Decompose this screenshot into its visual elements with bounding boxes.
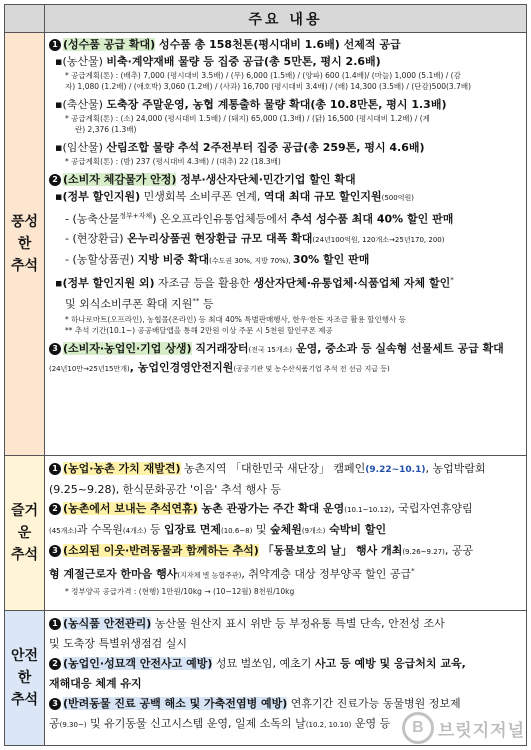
item-sup: * (411, 567, 415, 575)
sub-item-text: 민생회복 소비쿠폰 연계, (140, 190, 264, 203)
item-title: (농업인·성묘객 안전사고 예방) (63, 657, 213, 670)
item-food-safety (49, 614, 522, 634)
sub-item-onsite-refund (49, 229, 522, 250)
item-number-badge: 2 (49, 174, 61, 186)
section-content-abundant (45, 33, 527, 456)
item-number-badge: 3 (49, 545, 61, 557)
item-text: , 국립자연휴양림 (391, 502, 473, 515)
item-supply-expansion (49, 36, 522, 53)
item-title: (성수품 공급 확대) (63, 38, 156, 51)
detail-note: 자) 1,080 (1.2배) / (애호박) 3,060 (1.2배) / (사과) 16,700 (평시대비 3.4배) / (배) 14,300 (3.5배) / (단감)500(3.7배) (65, 82, 472, 91)
summary-table (4, 4, 527, 746)
item-number-badge: 3 (49, 698, 61, 710)
sub-item-note: (수도권 30%, 지방 70%), (209, 256, 293, 265)
sub-item-lead: ▪(정부 할인지원 외) (55, 276, 155, 290)
sub-item-note: 25년170, 200) (394, 235, 445, 244)
sub-item-lead: - (현장환급) (65, 231, 128, 245)
item-note: (45개소) (49, 527, 77, 535)
item-emph: 형 계절근로자 한마음 행사 (49, 567, 178, 581)
section-label-line: 운 (17, 525, 32, 541)
item-text: 운영 등 (351, 717, 391, 730)
item-title: (소비자·농업인·기업 상생) (63, 341, 192, 355)
item-text: 및 유기동물 신고시스템 운영, 일제 소독의 날 (86, 717, 306, 730)
section-label-line: 추석 (10, 547, 39, 563)
sub-item-dining-coupon (49, 292, 522, 314)
item-text: 과 수목원 (76, 523, 123, 536)
section-label-line: 추석 (10, 692, 39, 708)
section-label-line: 안전 (10, 648, 39, 664)
item-text: 및 (252, 523, 270, 536)
sub-item-text: 산림조합 물량 추석 2주전부터 집중 공급(총 259톤, 평시 4.6배) (106, 141, 425, 154)
sub-item-emph: 생산자단체·유통업체·식품업체 자체 할인 (253, 276, 451, 290)
item-text: , 농업인경영안전지원 (129, 360, 234, 374)
section-row-joyful (5, 456, 527, 611)
item-number-badge: 1 (49, 618, 61, 630)
item-rural-value-cont (49, 480, 522, 499)
item-title: (농촌에서 보내는 추석연휴) (63, 502, 198, 515)
item-number-badge: 3 (49, 343, 61, 355)
item-note: (10.6~8) (220, 527, 253, 535)
sub-item-sup: ** (192, 297, 200, 306)
item-rural-holiday-cont (49, 520, 522, 541)
item-note: (4개소) (122, 527, 147, 535)
detail-note: ** 추석 기간(10.1~) 공공배달앱을 통해 2만원 이상 주문 시 5천원 할인쿠폰 제공 (65, 325, 333, 335)
item-text: , 취약계층 대상 정부양곡 할인 공급 (241, 567, 412, 581)
sub-item-text: 자조금 등을 활용한 (154, 276, 254, 290)
item-pet-care (49, 694, 522, 714)
sub-item-lead: ▪(정부 할인지원) (55, 190, 141, 203)
item-note: (10.1~10.12) (344, 506, 392, 514)
item-date: (9.22~10.1) (365, 465, 426, 475)
item-text: 운영, 중소과 등 (292, 341, 376, 355)
sub-item-emph: 30% 할인 판매 (292, 252, 370, 266)
item-accident-prevention-cont (49, 674, 522, 694)
sub-item-emph: 역대 최대 규모 할인지원 (263, 190, 382, 203)
section-row-abundant (5, 33, 527, 456)
sub-item-emph: 추석 성수품 최대 40% 할인 판매 (290, 212, 454, 226)
item-note: (10.2, 10.10) (305, 721, 352, 729)
item-neighbors-pets-cont (49, 562, 522, 586)
item-text: 성수품 총 158천톤(평시대비 1.6배) 선제적 공급 (155, 38, 401, 51)
header-title: 주요 내용 (45, 5, 527, 33)
item-emph: 사고 등 예방 및 응급처치 교육, (314, 657, 466, 670)
item-text: (9.25~9.28), 한식문화공간 '이음' 추석 행사 등 (49, 483, 281, 496)
item-text: 농산물 원산지 표시 위반 등 부정유통 특별 단속, 안전성 조사 (151, 617, 445, 630)
item-text: 정부·생산자단체·민간기업 할인 확대 (176, 173, 356, 186)
item-number-badge: 2 (49, 658, 61, 670)
sub-item-sup: * (450, 275, 454, 284)
section-label-line: 추석 (10, 258, 39, 274)
sub-item-sup: 정부+자체 (119, 212, 153, 220)
item-neighbors-pets (49, 541, 522, 562)
item-emph: 재해대응 체계 유지 (49, 677, 142, 690)
section-label-line: 한 (17, 236, 32, 252)
item-number-badge: 1 (49, 39, 61, 51)
section-label-joyful (5, 456, 45, 611)
watermark-text: 브릿지저널 (437, 720, 525, 741)
section-label-line: 즐거 (10, 503, 39, 519)
item-note: (공공기관 및 농수산식품기업 추석 전 선금 지급 등) (233, 364, 390, 373)
sub-item-lead: ▪(농산물) (55, 55, 107, 68)
sub-item-emph: 온누리상품권 현장환급 규모 대폭 확대 (127, 231, 313, 245)
item-title: (농식품 안전관리) (63, 617, 152, 630)
item-text: 등 (146, 523, 164, 536)
sub-item-note: (24년100억원, 120개소→ (312, 235, 395, 244)
sub-item-text: ) 온오프라인유통업체등에서 (152, 212, 291, 226)
sub-item-livestock (49, 96, 522, 113)
item-emph: 입장료 면제 (164, 523, 221, 536)
watermark-logo-icon: B (402, 712, 434, 744)
sub-item-emph: 지방 비중 확대 (137, 252, 210, 266)
item-text: , 공공 (444, 544, 474, 557)
item-title: (소외된 이웃·반려동물과 함께하는 추석) (63, 544, 259, 557)
sub-item-text: 비축·계약재배 물량 등 집중 공급(총 5만톤, 평시 2.6배) (106, 55, 381, 68)
item-title: (소비자 체감물가 안정) (63, 173, 177, 186)
item-text: 연휴기간 진료가능 동물병원 정보제 (287, 697, 461, 710)
item-note: (9.26~9.27) (402, 548, 445, 556)
detail-note: * 하나로마트(오프라인), 농협몰(온라인) 등 최대 40% 특별판매행사, 한우·한돈 자조금 활용 할인행사 등 (65, 314, 406, 324)
sub-item-text: 도축장 주말운영, 농협 계통출하 물량 확대(총 10.8만톤, 평시 1.3배) (106, 98, 447, 111)
sub-item-forest (49, 139, 522, 156)
table-header-row (5, 5, 527, 33)
watermark (402, 712, 525, 744)
item-text: , 농업박람회 (425, 462, 486, 475)
item-accident-prevention (49, 654, 522, 674)
item-rural-holiday (49, 499, 522, 520)
item-text: 「동물보호의 날」 행사 개최 (258, 544, 403, 557)
item-text: 농촌 관광가는 주간 확대 운영 (197, 502, 345, 515)
sub-item-text: 등 (199, 297, 214, 311)
item-note: (지자체 별 농협주관) (177, 571, 242, 580)
sub-item-agri-discount (49, 207, 522, 229)
item-title: (반려동물 진료 공백 해소 및 가축전염병 예방) (63, 697, 288, 710)
item-text: 및 도축장 특별위생점검 실시 (49, 637, 188, 650)
item-number-badge: 2 (49, 503, 61, 515)
sub-item-gift-cert (49, 250, 522, 271)
header-empty-cell (5, 5, 45, 33)
sub-item-lead: - (농할상품권) (65, 252, 138, 266)
sub-item-lead: ▪(축산물) (55, 98, 107, 111)
item-text: 직거래장터 (191, 341, 249, 355)
item-text: 농촌지역 「대한민국 새단장」 캠페인 (180, 462, 366, 475)
section-label-line: 한 (17, 670, 32, 686)
sub-item-lead: - (농축산물 (65, 212, 120, 226)
sub-item-agri (49, 53, 522, 70)
detail-note: * 공급계획(톤) : (밤) 237 (평시대비 4.3배) / (대추) 22 (18.3배) (65, 157, 281, 166)
sub-item-other-discount (49, 271, 522, 293)
item-note: (9.30~) (59, 721, 87, 729)
item-emph: 실속형 선물세트 공급 확대 (375, 341, 504, 355)
section-label-safe (5, 611, 45, 746)
item-emph: 숲체원 (269, 523, 302, 536)
sub-item-text: 및 외식소비쿠폰 확대 지원 (65, 297, 193, 311)
detail-note: * 공급계획(톤) : (소) 24,000 (평시대비 1.5배) / (돼지) 65,000 (1.3배) / (닭) 16,500 (평시대비 1.2배) / (계 (65, 114, 430, 123)
item-rural-value (49, 459, 522, 480)
section-label-abundant (5, 33, 45, 456)
item-note: (9개소) (301, 527, 326, 535)
sub-item-gov-discount (49, 188, 522, 207)
item-emph: 숙박비 할인 (325, 523, 387, 536)
detail-note: 란) 2,376 (1.3배) (75, 125, 137, 134)
section-label-line: 풍성 (10, 214, 39, 230)
item-number-badge: 1 (49, 463, 61, 475)
item-note: (전국 15개소) (248, 345, 293, 354)
item-coexistence-cont (49, 359, 522, 378)
section-content-joyful (45, 456, 527, 611)
item-coexistence (49, 340, 522, 359)
item-price-stability (49, 171, 522, 188)
item-food-safety-cont (49, 634, 522, 654)
sub-item-lead: ▪(임산물) (55, 141, 107, 154)
sub-item-note: (500억원) (381, 194, 414, 202)
item-title: (농업·농촌 가치 재발견) (63, 462, 181, 475)
item-text: 공 (49, 717, 60, 730)
item-note: (24년10만→25년15만개) (49, 364, 130, 373)
detail-note: * 공급계획(톤) : (배추) 7,000 (평시대비 3.5배) / (무) 6,000 (1.5배) / (양파) 600 (1.4배)/ (마늘) 1,000 (5.1배) / (감 (65, 71, 461, 80)
item-text: 성묘 벌쏘임, 예초기 (212, 657, 315, 670)
detail-note: * 정부양곡 공급가격 : (현행) 1만원/10kg → (10~12월) 8천원/10kg (65, 586, 295, 596)
